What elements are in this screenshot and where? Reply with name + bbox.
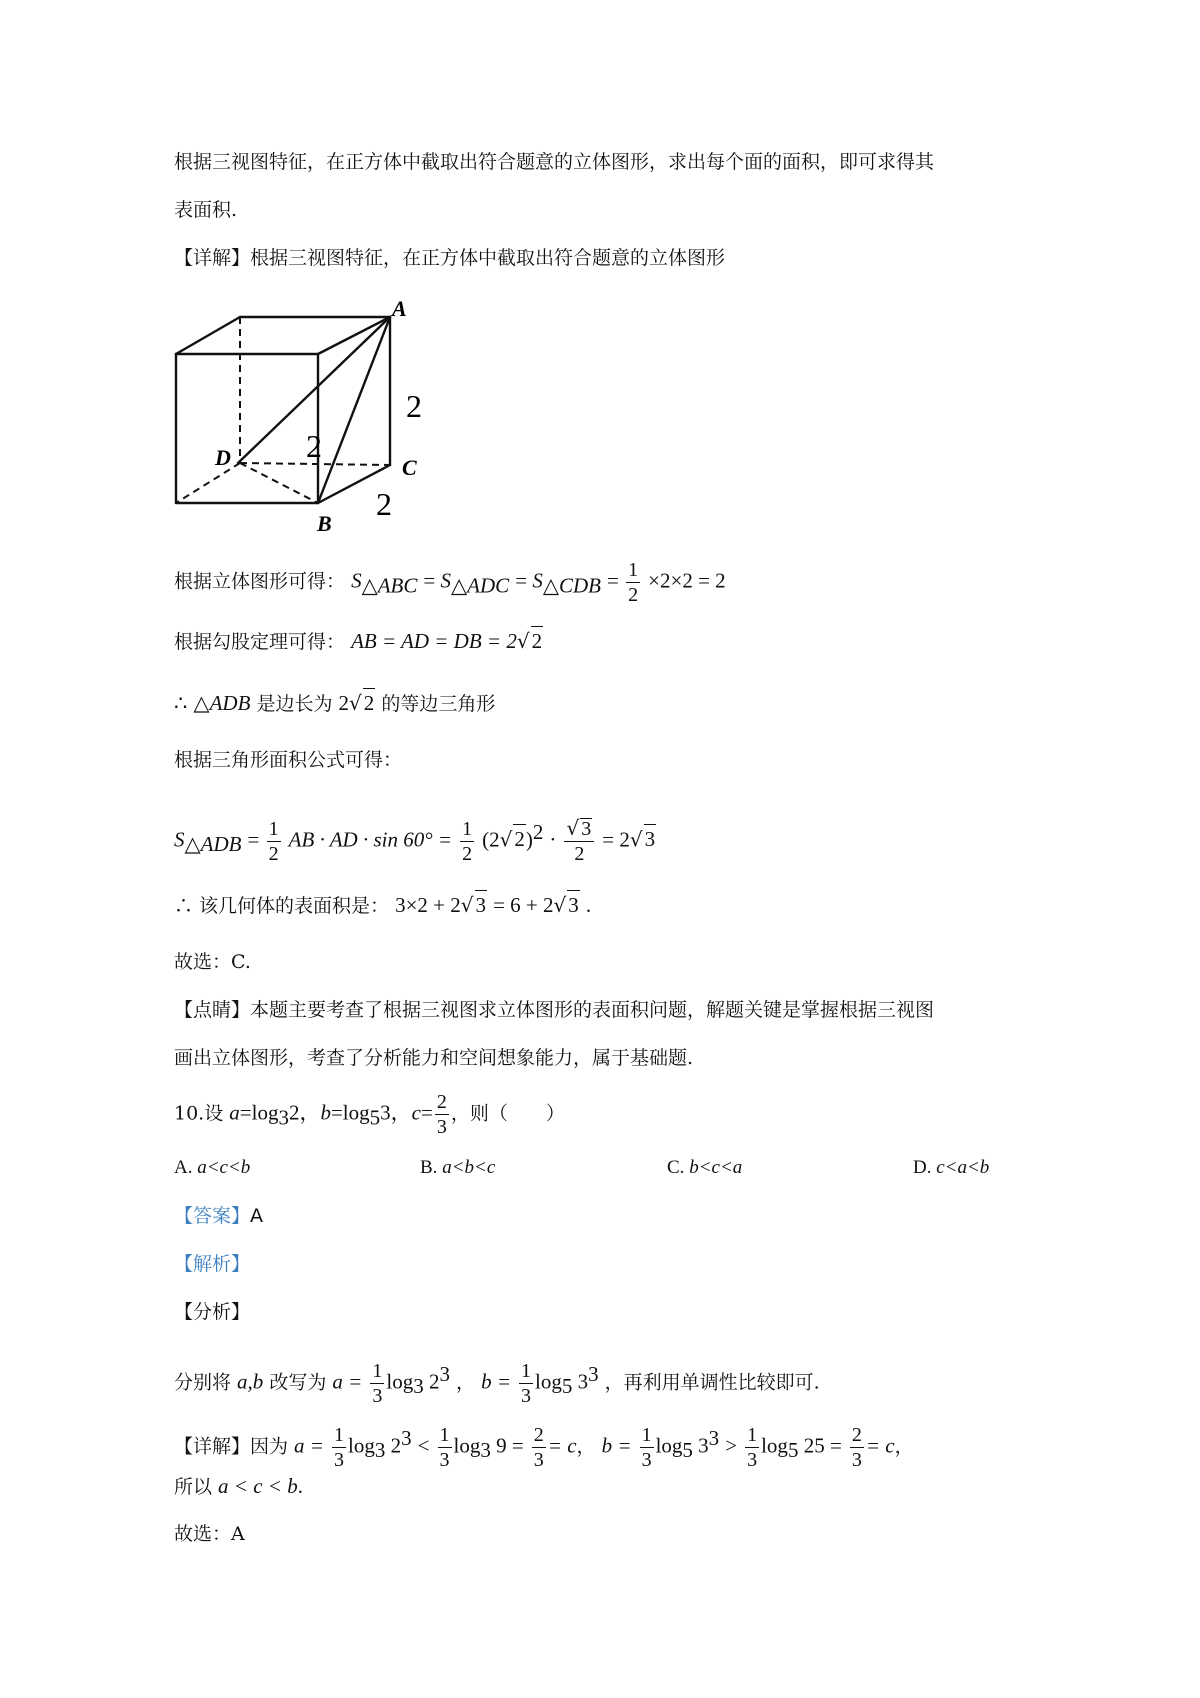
fraction-two-thirds: $\frac{2}{3}$ — [436, 1091, 447, 1138]
conclusion-line: 所以 a < c < b. — [174, 1474, 303, 1498]
formula-intro: 根据三角形面积公式可得： — [174, 749, 403, 771]
fraction-one-half: $\frac{1}{2}$ — [462, 817, 473, 865]
surface-area-line: ∴ 该几何体的表面积是： 3×2 + 2√3 = 6 + 2√3 . — [174, 890, 591, 920]
fraction-two-thirds: $\frac{2}{3}$ — [533, 1423, 544, 1471]
vertex-label-c: C — [402, 455, 417, 480]
option-d[interactable]: D. c<a<b — [913, 1157, 990, 1178]
option-a[interactable]: A. a<c<b — [174, 1157, 251, 1178]
edge-length-label: 2 — [306, 428, 322, 464]
triangle-edge-ab — [318, 317, 390, 503]
fraction-one-third: $\frac{1}{3}$ — [521, 1359, 532, 1407]
vertex-label-b: B — [317, 511, 332, 535]
rewrite-line: 分别将 a,b 改写为 a = $\frac{1}{3}$ $\log_3 2^3$ ， b = $\frac{1}{3}$ $\log_5 3^3$ ，再利用单调性比较即可. — [174, 1359, 820, 1407]
answer-line: 【答案】A — [174, 1205, 264, 1227]
fraction-root3-over-2: $\frac{√ 3}{2}$ — [564, 818, 594, 864]
option-c[interactable]: C. b<c<a — [667, 1157, 743, 1178]
cube-edge — [176, 317, 240, 354]
fraction-one-third: $\frac{1}{3}$ — [747, 1423, 758, 1471]
question-10: 10.设 $a=\log_32$，$b=\log_53$，c= $\frac{2}{3}$ ，则（ ） — [174, 1091, 565, 1138]
pythagorean-line: 根据勾股定理可得： AB = AD = DB = 2√2 — [174, 626, 543, 656]
fenxi-tag: 【分析】 — [174, 1301, 251, 1323]
fraction-one-third: $\frac{1}{3}$ — [641, 1423, 652, 1471]
choice-c-statement: 故选：C. — [174, 951, 251, 973]
fraction-one-half: $\frac{1}{2}$ — [268, 817, 279, 865]
vertex-label-a: A — [392, 296, 407, 321]
edge-length-label: 2 — [376, 486, 392, 522]
cube-figure — [170, 295, 440, 535]
comment-line1: 【点睛】本题主要考查了根据三视图求立体图形的表面积问题，解题关键是掌握根据三视图 — [174, 999, 935, 1021]
equilateral-line: ∴ △ADB 是边长为 2√2 的等边三角形 — [174, 688, 495, 718]
comment-line2: 画出立体图形，考查了分析能力和空间想象能力，属于基础题. — [174, 1047, 694, 1069]
fraction-one-third: $\frac{1}{3}$ — [439, 1423, 450, 1471]
fraction-two-thirds: $\frac{2}{3}$ — [851, 1423, 862, 1471]
analysis-text-line1: 根据三视图特征，在正方体中截取出符合题意的立体图形，求出每个面的面积，即可求得其 — [174, 151, 935, 173]
fraction-one-third: $\frac{1}{3}$ — [372, 1359, 383, 1407]
detail-heading: 【详解】根据三视图特征，在正方体中截取出符合题意的立体图形 — [174, 247, 726, 269]
area-equation: 根据立体图形可得： $S_{\triangle ABC} = S_{\triangle ADC} = S_{\triangle CDB}$ = $\frac{1}{2}$ ×2×2 = 2 — [174, 559, 726, 606]
analysis-tag: 【解析】 — [174, 1253, 251, 1275]
hidden-edge — [240, 463, 318, 503]
cube-edge — [318, 317, 390, 354]
analysis-text-line2: 表面积. — [174, 199, 238, 221]
detail-comparison-line: 【详解】因为 a = $\frac{1}{3}$ $\log_3 2^3$ < $\frac{1}{3}$ $\log_3 9$ = $\frac{2}{3}$ = c， b = $\frac{1}{3}$ $\log_5 3^3$ > $\frac{1}{3}$ $\log_5 25$ = $\frac{2}{3}$ = c， — [174, 1423, 914, 1471]
triangle-area-formula: $S_{\triangle ADB}$ = $\frac{1}{2}$ AB · AD · sin 60° = $\frac{1}{2}$ $(2√2)^2$ · $\frac{√ 3}{2}$ = 2√3 — [174, 816, 656, 866]
vertex-label-d: D — [215, 445, 231, 470]
choice-a-statement: 故选：A — [174, 1523, 245, 1545]
edge-length-label: 2 — [406, 388, 422, 424]
fraction-one-third: $\frac{1}{3}$ — [334, 1423, 345, 1471]
option-b[interactable]: B. a<b<c — [420, 1157, 496, 1178]
fraction-one-half: $\frac{1}{2}$ — [628, 559, 639, 606]
